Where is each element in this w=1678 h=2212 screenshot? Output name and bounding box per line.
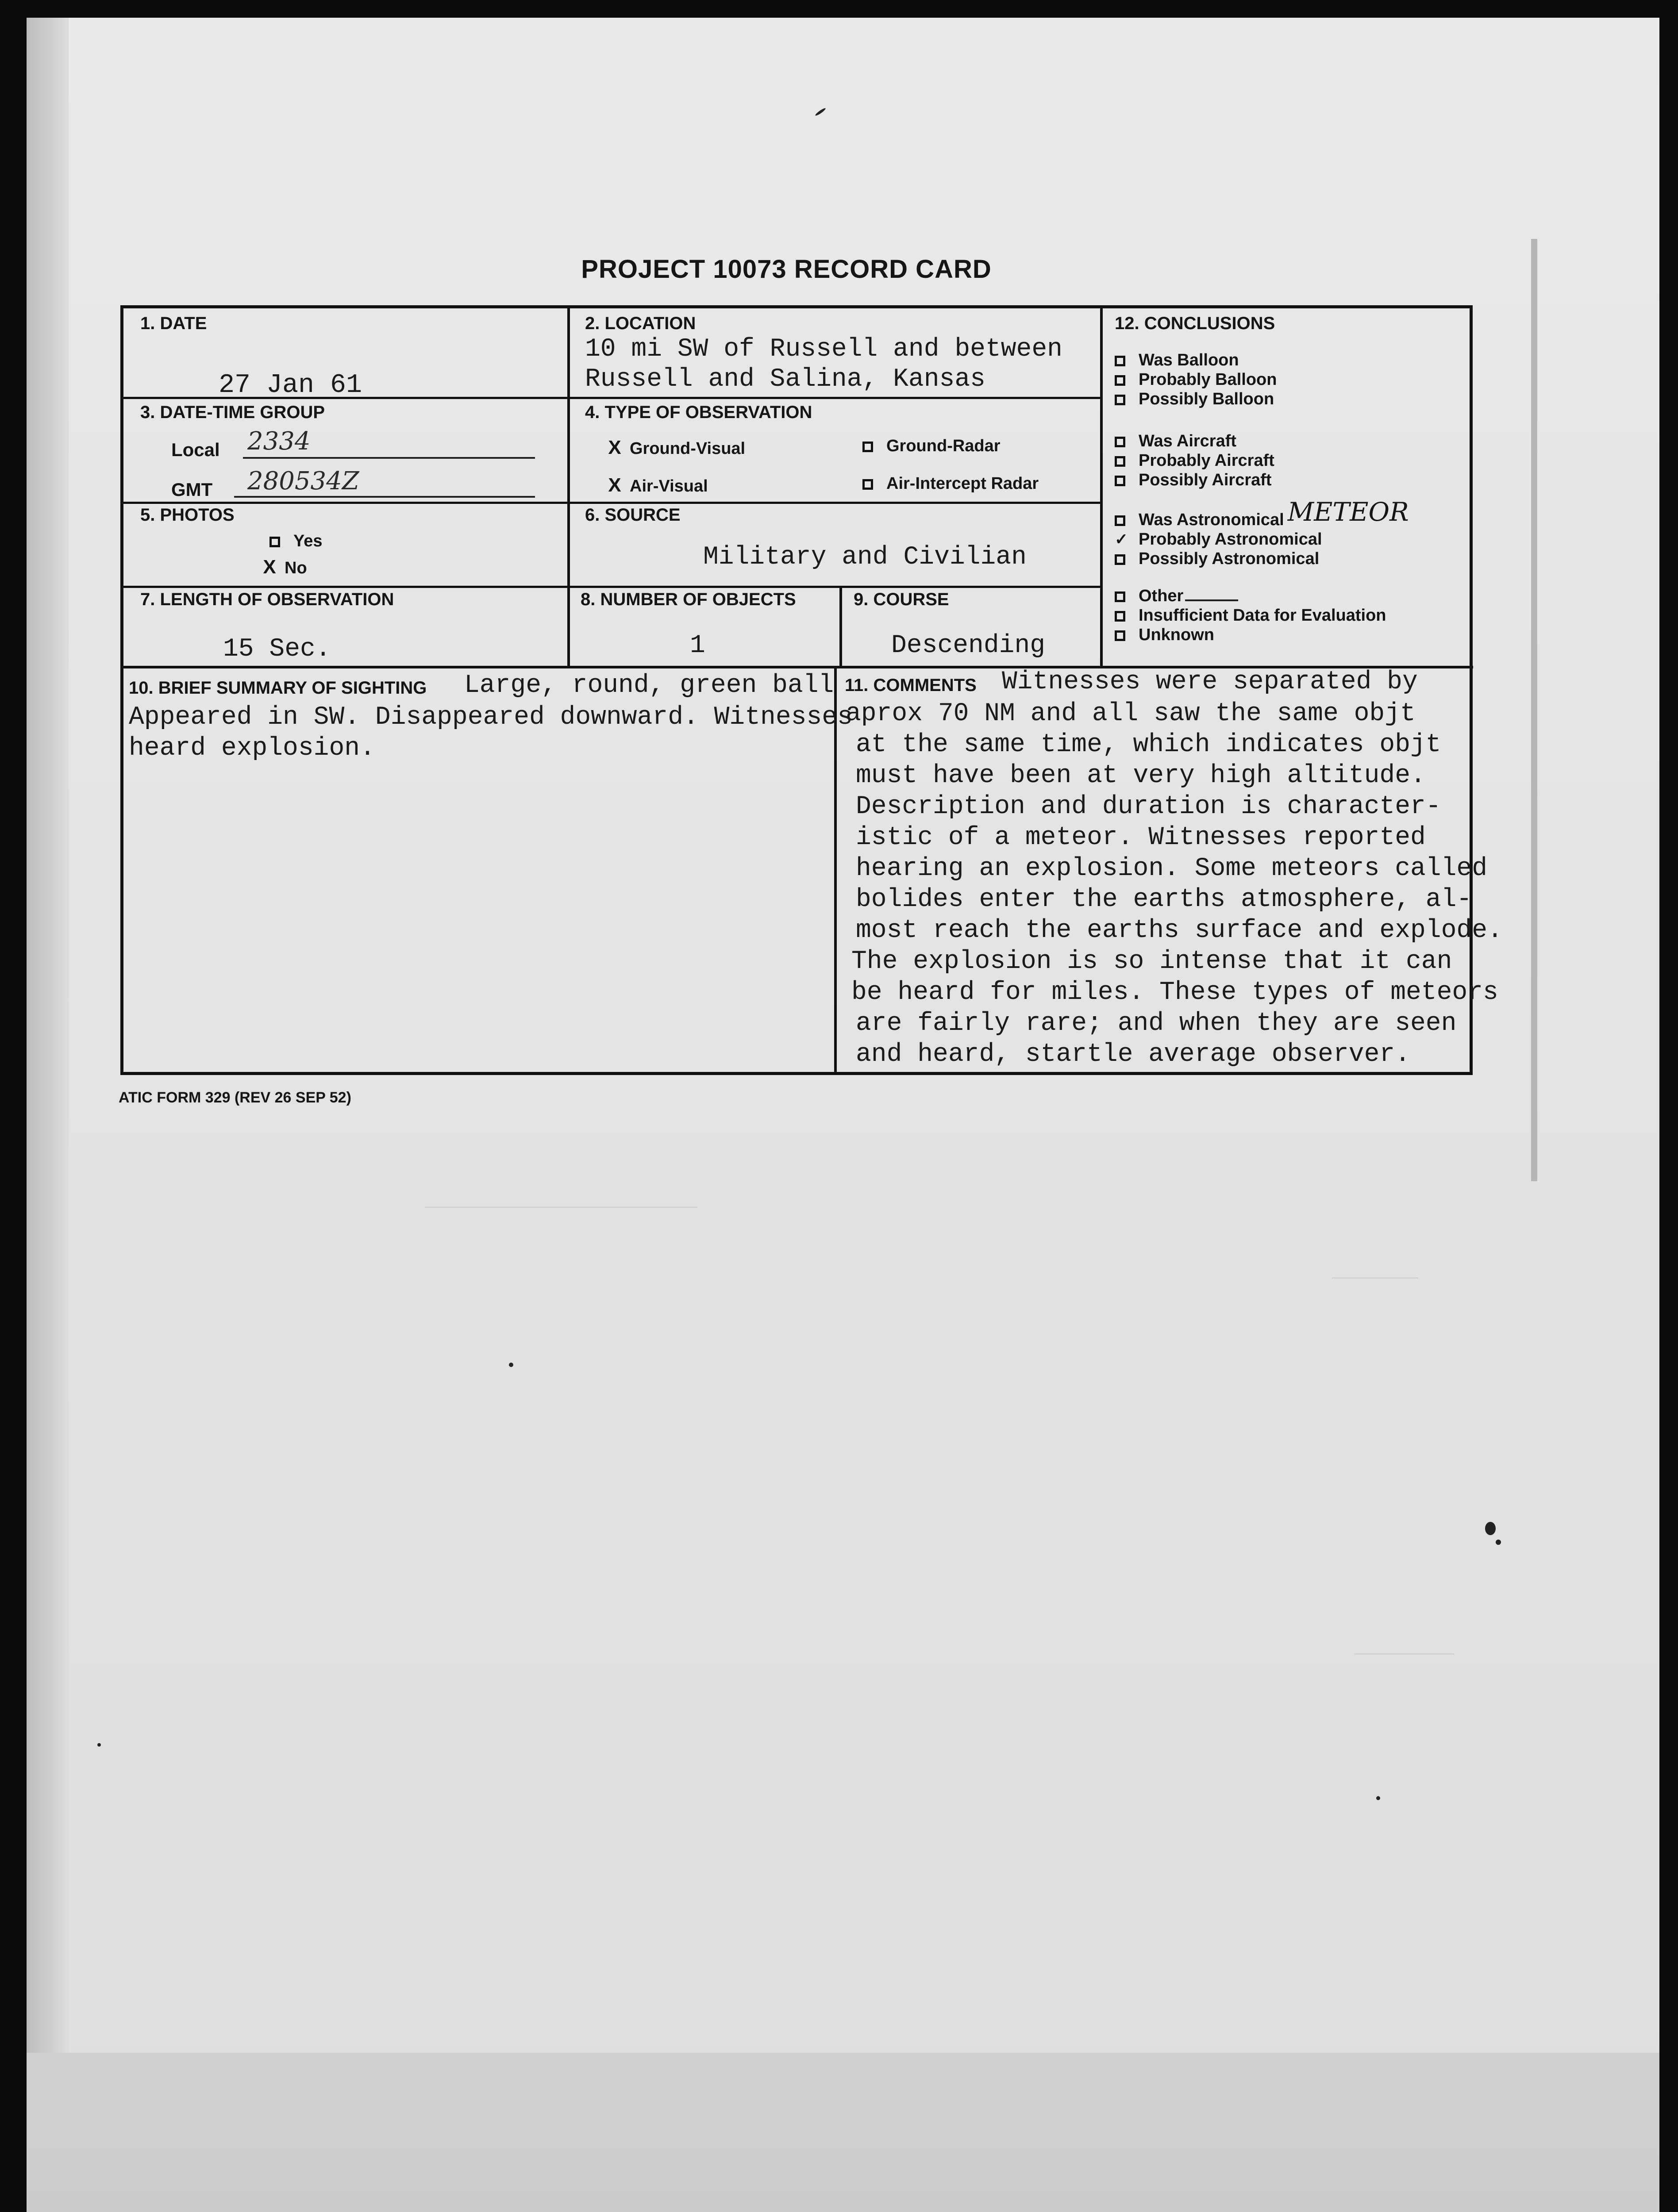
checkbox-icon — [1115, 456, 1125, 467]
date-value: 27 Jan 61 — [219, 370, 362, 400]
probably-aircraft-label: Probably Aircraft — [1139, 451, 1274, 470]
checkbox-icon — [1115, 476, 1125, 486]
number-of-objects-label: 8. NUMBER OF OBJECTS — [581, 590, 796, 609]
summary-line: heard explosion. — [129, 734, 375, 763]
comments-line: aprox 70 NM and all saw the same objt — [846, 699, 1416, 728]
air-intercept-radar-label: Air-Intercept Radar — [886, 474, 1039, 493]
comments-line: and heard, startle average observer. — [856, 1040, 1411, 1069]
dust-speck — [97, 1743, 101, 1747]
checkbox-icon — [269, 537, 280, 547]
dust-speck — [1485, 1522, 1496, 1535]
photos-yes-option — [269, 532, 323, 551]
length-of-observation-label: 7. LENGTH OF OBSERVATION — [140, 590, 394, 609]
dust-speck — [815, 108, 826, 117]
comments-line: are fairly rare; and when they are seen — [856, 1009, 1457, 1038]
brief-summary-label: 10. BRIEF SUMMARY OF SIGHTING — [129, 678, 427, 698]
conclusions-balloon-group — [1115, 350, 1277, 409]
course-label: 9. COURSE — [854, 590, 949, 609]
location-label: 2. LOCATION — [585, 314, 696, 333]
comments-line: must have been at very high altitude. — [856, 761, 1426, 790]
unknown-label: Unknown — [1139, 626, 1214, 644]
probably-balloon-label: Probably Balloon — [1139, 370, 1277, 389]
checkbox-icon — [1115, 611, 1125, 622]
possibly-astronomical-label: Possibly Astronomical — [1139, 549, 1320, 568]
bleed-through-line — [1531, 239, 1537, 1181]
dust-speck — [1376, 1796, 1380, 1800]
grid-line — [123, 502, 1100, 504]
was-balloon-label: Was Balloon — [1139, 351, 1239, 369]
dust-speck — [1496, 1540, 1501, 1545]
comments-line: Witnesses were separated by — [1002, 668, 1418, 696]
local-time-value: 2334 — [247, 427, 311, 456]
handwritten-meteor-note: METEOR — [1287, 497, 1409, 527]
checkbox-checked-icon: X — [263, 556, 276, 578]
checkbox-icon — [1115, 591, 1125, 602]
ground-radar-label: Ground-Radar — [886, 437, 1001, 455]
was-aircraft-label: Was Aircraft — [1139, 432, 1237, 450]
comments-line: most reach the earths surface and explode. — [856, 916, 1503, 945]
checkbox-checked-icon: X — [608, 437, 621, 458]
ground-visual-label: Ground-Visual — [630, 439, 746, 458]
location-line-2: Russell and Salina, Kansas — [585, 365, 985, 394]
form-id: ATIC FORM 329 (REV 26 SEP 52) — [119, 1089, 351, 1106]
checkbox-checked-icon: ✓ — [1115, 530, 1128, 548]
bleed-through-text: _______ — [1354, 1632, 1455, 1659]
ground-visual-option — [606, 437, 745, 459]
summary-line: Large, round, green ball — [464, 671, 834, 700]
page-bottom-band — [27, 2053, 1659, 2212]
type-of-observation-label: 4. TYPE OF OBSERVATION — [585, 403, 812, 422]
comments-line: Description and duration is character- — [856, 792, 1441, 821]
number-of-objects-value: 1 — [690, 631, 705, 660]
local-time-underline — [243, 457, 535, 459]
grid-line — [839, 587, 842, 667]
source-value: Military and Civilian — [703, 543, 1027, 572]
checkbox-icon — [1115, 437, 1125, 447]
other-label: Other — [1139, 587, 1184, 605]
air-visual-option — [606, 474, 708, 496]
comments-line: The explosion is so intense that it can — [851, 947, 1452, 976]
checkbox-icon — [1115, 554, 1125, 565]
probably-astronomical-label: Probably Astronomical — [1139, 530, 1322, 549]
was-astronomical-label: Was Astronomical — [1139, 511, 1284, 529]
card-title: PROJECT 10073 RECORD CARD — [581, 255, 992, 284]
gmt-time-underline — [234, 496, 535, 498]
air-visual-label: Air-Visual — [630, 477, 708, 495]
conclusions-aircraft-group — [1115, 431, 1274, 490]
grid-line — [1100, 308, 1103, 667]
gmt-time-label: GMT — [171, 479, 213, 500]
date-label: 1. DATE — [140, 314, 207, 333]
possibly-aircraft-label: Possibly Aircraft — [1139, 471, 1272, 489]
possibly-balloon-label: Possibly Balloon — [1139, 390, 1274, 408]
bleed-through-text: ___________________ — [425, 1186, 697, 1213]
ground-radar-option — [862, 437, 1001, 456]
comments-line: bolides enter the earths atmosphere, al- — [856, 885, 1472, 914]
length-of-observation-value: 15 Sec. — [223, 635, 331, 664]
comments-line: hearing an explosion. Some meteors called — [856, 854, 1488, 883]
air-intercept-radar-option — [862, 474, 1039, 493]
comments-line: at the same time, which indicates objt — [856, 730, 1441, 759]
location-line-1: 10 mi SW of Russell and between — [585, 335, 1062, 364]
comments-line: istic of a meteor. Witnesses reported — [856, 823, 1426, 852]
photos-no-option — [261, 556, 307, 578]
grid-line — [123, 586, 1100, 588]
conclusions-label: 12. CONCLUSIONS — [1115, 314, 1275, 333]
comments-label: 11. COMMENTS — [845, 676, 977, 695]
page-shadow-left — [27, 18, 69, 2053]
grid-line — [567, 308, 570, 667]
gmt-time-value: 280534Z — [247, 467, 359, 495]
comments-line: be heard for miles. These types of meteors — [851, 978, 1498, 1007]
checkbox-icon — [1115, 395, 1125, 405]
checkbox-icon — [862, 442, 873, 452]
summary-line: Appeared in SW. Disappeared downward. Witnesses — [129, 703, 853, 732]
date-time-group-label: 3. DATE-TIME GROUP — [140, 403, 325, 422]
checkbox-icon — [1115, 375, 1125, 386]
checkbox-icon — [1115, 630, 1125, 641]
checkbox-icon — [1115, 356, 1125, 366]
record-card — [120, 305, 1503, 1075]
conclusions-astronomical-group — [1115, 497, 1409, 568]
other-underline — [1185, 599, 1238, 601]
source-label: 6. SOURCE — [585, 505, 681, 525]
checkbox-icon — [862, 479, 873, 490]
local-time-label: Local — [171, 439, 220, 460]
insufficient-data-label: Insufficient Data for Evaluation — [1139, 606, 1386, 625]
conclusions-other-group — [1115, 586, 1386, 645]
checkbox-checked-icon: X — [608, 474, 621, 496]
photos-no-label: No — [285, 559, 307, 577]
photos-label: 5. PHOTOS — [140, 505, 235, 525]
photos-yes-label: Yes — [293, 532, 323, 550]
dust-speck — [509, 1363, 513, 1367]
course-value: Descending — [891, 631, 1046, 660]
checkbox-icon — [1115, 515, 1125, 526]
bleed-through-text: ______ — [1332, 1256, 1418, 1283]
